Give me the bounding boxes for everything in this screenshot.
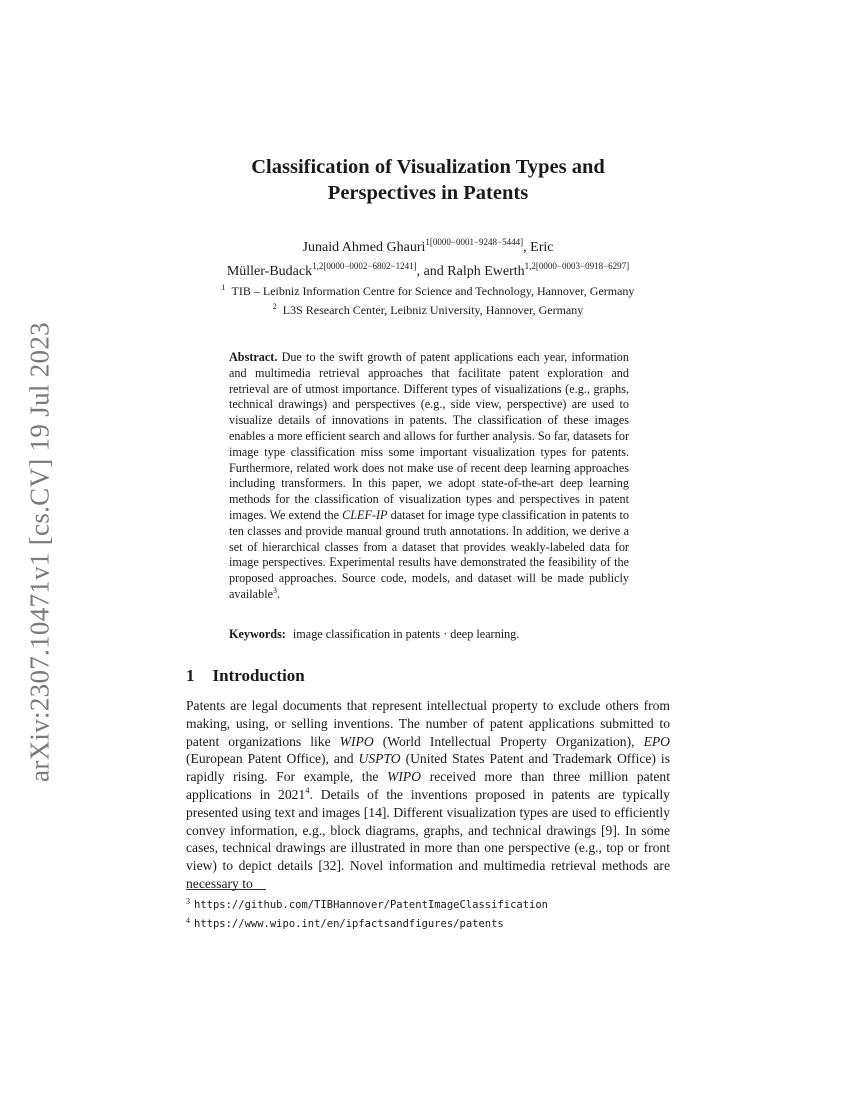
author-separator-1: , Eric xyxy=(523,240,554,255)
affiliation-1-number: 1 xyxy=(221,283,226,292)
author-3-orcid: 1,2[0000−0003−0918−6297] xyxy=(524,261,630,271)
intro-wipo: WIPO xyxy=(339,733,374,749)
abstract-footnote-ref[interactable]: 3 xyxy=(272,585,277,595)
intro-uspto: USPTO xyxy=(358,751,401,767)
abstract-text-part-1: Due to the swift growth of patent applications each year, information and multimedia retrieval approaches that facilitate patent exploration and retrieval are of utmost importance. Different types of visualizations (e.g., graphs, technical drawings) and perspectives (e.g., side view, perspective) are used to visualize details of innovations in patents. The classification of these images enables a more efficient search and allows for further analysis. So far, datasets for image type classification miss some important visualization types for patents. Furthermore, related work does not make use of recent deep learning approaches including transformers. In this paper, we adopt state-of-the-art deep learning methods for the classification of visualization types and perspectives in patent images. We extend the xyxy=(229,350,629,522)
footnote-4-number: 4 xyxy=(186,916,190,925)
affiliations xyxy=(186,280,670,318)
author-1-orcid: 1[0000−0001−9248−5444] xyxy=(425,237,524,247)
affiliation-2-number: 2 xyxy=(272,302,277,311)
keywords xyxy=(229,626,629,642)
footnote-divider xyxy=(186,889,266,890)
author-2-name: Müller-Budack xyxy=(226,264,313,279)
affiliation-1 xyxy=(186,280,670,299)
abstract-label: Abstract. xyxy=(229,350,278,364)
intro-text-1: Patents are legal documents that represent intellectual property to exclude others from making, using, or selling inventions. The number of patent applications submitted to patent organizations like xyxy=(186,698,670,749)
footnotes xyxy=(186,894,670,932)
intro-text-3: (European Patent Office), and xyxy=(186,751,354,767)
intro-footnote-ref[interactable]: 4 xyxy=(305,784,310,795)
intro-epo: EPO xyxy=(643,733,670,749)
section-number: 1 xyxy=(186,666,195,685)
abstract-dataset-name: CLEF-IP xyxy=(342,507,388,522)
intro-text-5: received more than three million patent applications in 2021 xyxy=(186,769,670,802)
footnote-4 xyxy=(186,913,670,932)
footnote-3 xyxy=(186,894,670,913)
intro-text-6: . Details of the inventions proposed in patents are typically presented using text and images [14]. Different visualization types are used to efficiently convey information, e.g., block diagrams, graphs, and technical drawings [9]. In some cases, technical drawings are illustrated in more than one perspective (e.g., top or front view) to depict details [32]. Novel information and multimedia retrieval methods are necessary to xyxy=(186,786,670,891)
introduction-paragraph xyxy=(186,697,670,893)
title-line-1: Classification of Visualization Types and xyxy=(251,156,605,178)
paper-title xyxy=(186,154,670,206)
intro-wipo-2: WIPO xyxy=(387,769,422,785)
affiliation-2 xyxy=(186,299,670,318)
keywords-label: Keywords: xyxy=(229,627,286,641)
keywords-text: image classification in patents · deep learning. xyxy=(292,627,520,641)
author-2-orcid: 1,2[0000−0002−6802−1241] xyxy=(312,261,417,271)
section-heading-introduction xyxy=(186,666,305,686)
abstract xyxy=(229,350,629,603)
section-title: Introduction xyxy=(212,666,305,685)
abstract-end: . xyxy=(276,586,281,601)
footnote-3-link[interactable]: https://github.com/TIBHannover/PatentImageClassification xyxy=(194,899,549,911)
intro-text-4: (United States Patent and Trademark Office) is rapidly rising. For example, the xyxy=(186,751,670,785)
affiliation-2-text: L3S Research Center, Leibniz University, Hannover, Germany xyxy=(282,303,584,317)
footnote-3-number: 3 xyxy=(186,897,190,906)
arxiv-identifier-text: arXiv:2307.10471v1 [cs.CV] 19 Jul 2023 xyxy=(24,322,55,782)
title-line-2: Perspectives in Patents xyxy=(327,182,529,204)
abstract-text-part-2: dataset for image type classification in patents to ten classes and provide manual ground truth annotations. In addition, we derive a set of hierarchical classes from a dataset that provides weakly-labeled data for image perspectives. Experimental results have demonstrated the feasibility of the proposed approaches. Source code, models, and dataset will be made publicly available xyxy=(229,507,630,601)
author-1-name: Junaid Ahmed Ghauri xyxy=(302,240,426,255)
affiliation-1-text: TIB – Leibniz Information Centre for Science and Technology, Hannover, Germany xyxy=(231,284,635,298)
intro-text-2: (World Intellectual Property Organization), xyxy=(382,733,635,749)
footnote-4-link[interactable]: https://www.wipo.int/en/ipfactsandfigures/patents xyxy=(194,918,504,930)
author-list xyxy=(186,233,670,281)
author-separator-2: , and Ralph Ewerth xyxy=(416,264,525,279)
